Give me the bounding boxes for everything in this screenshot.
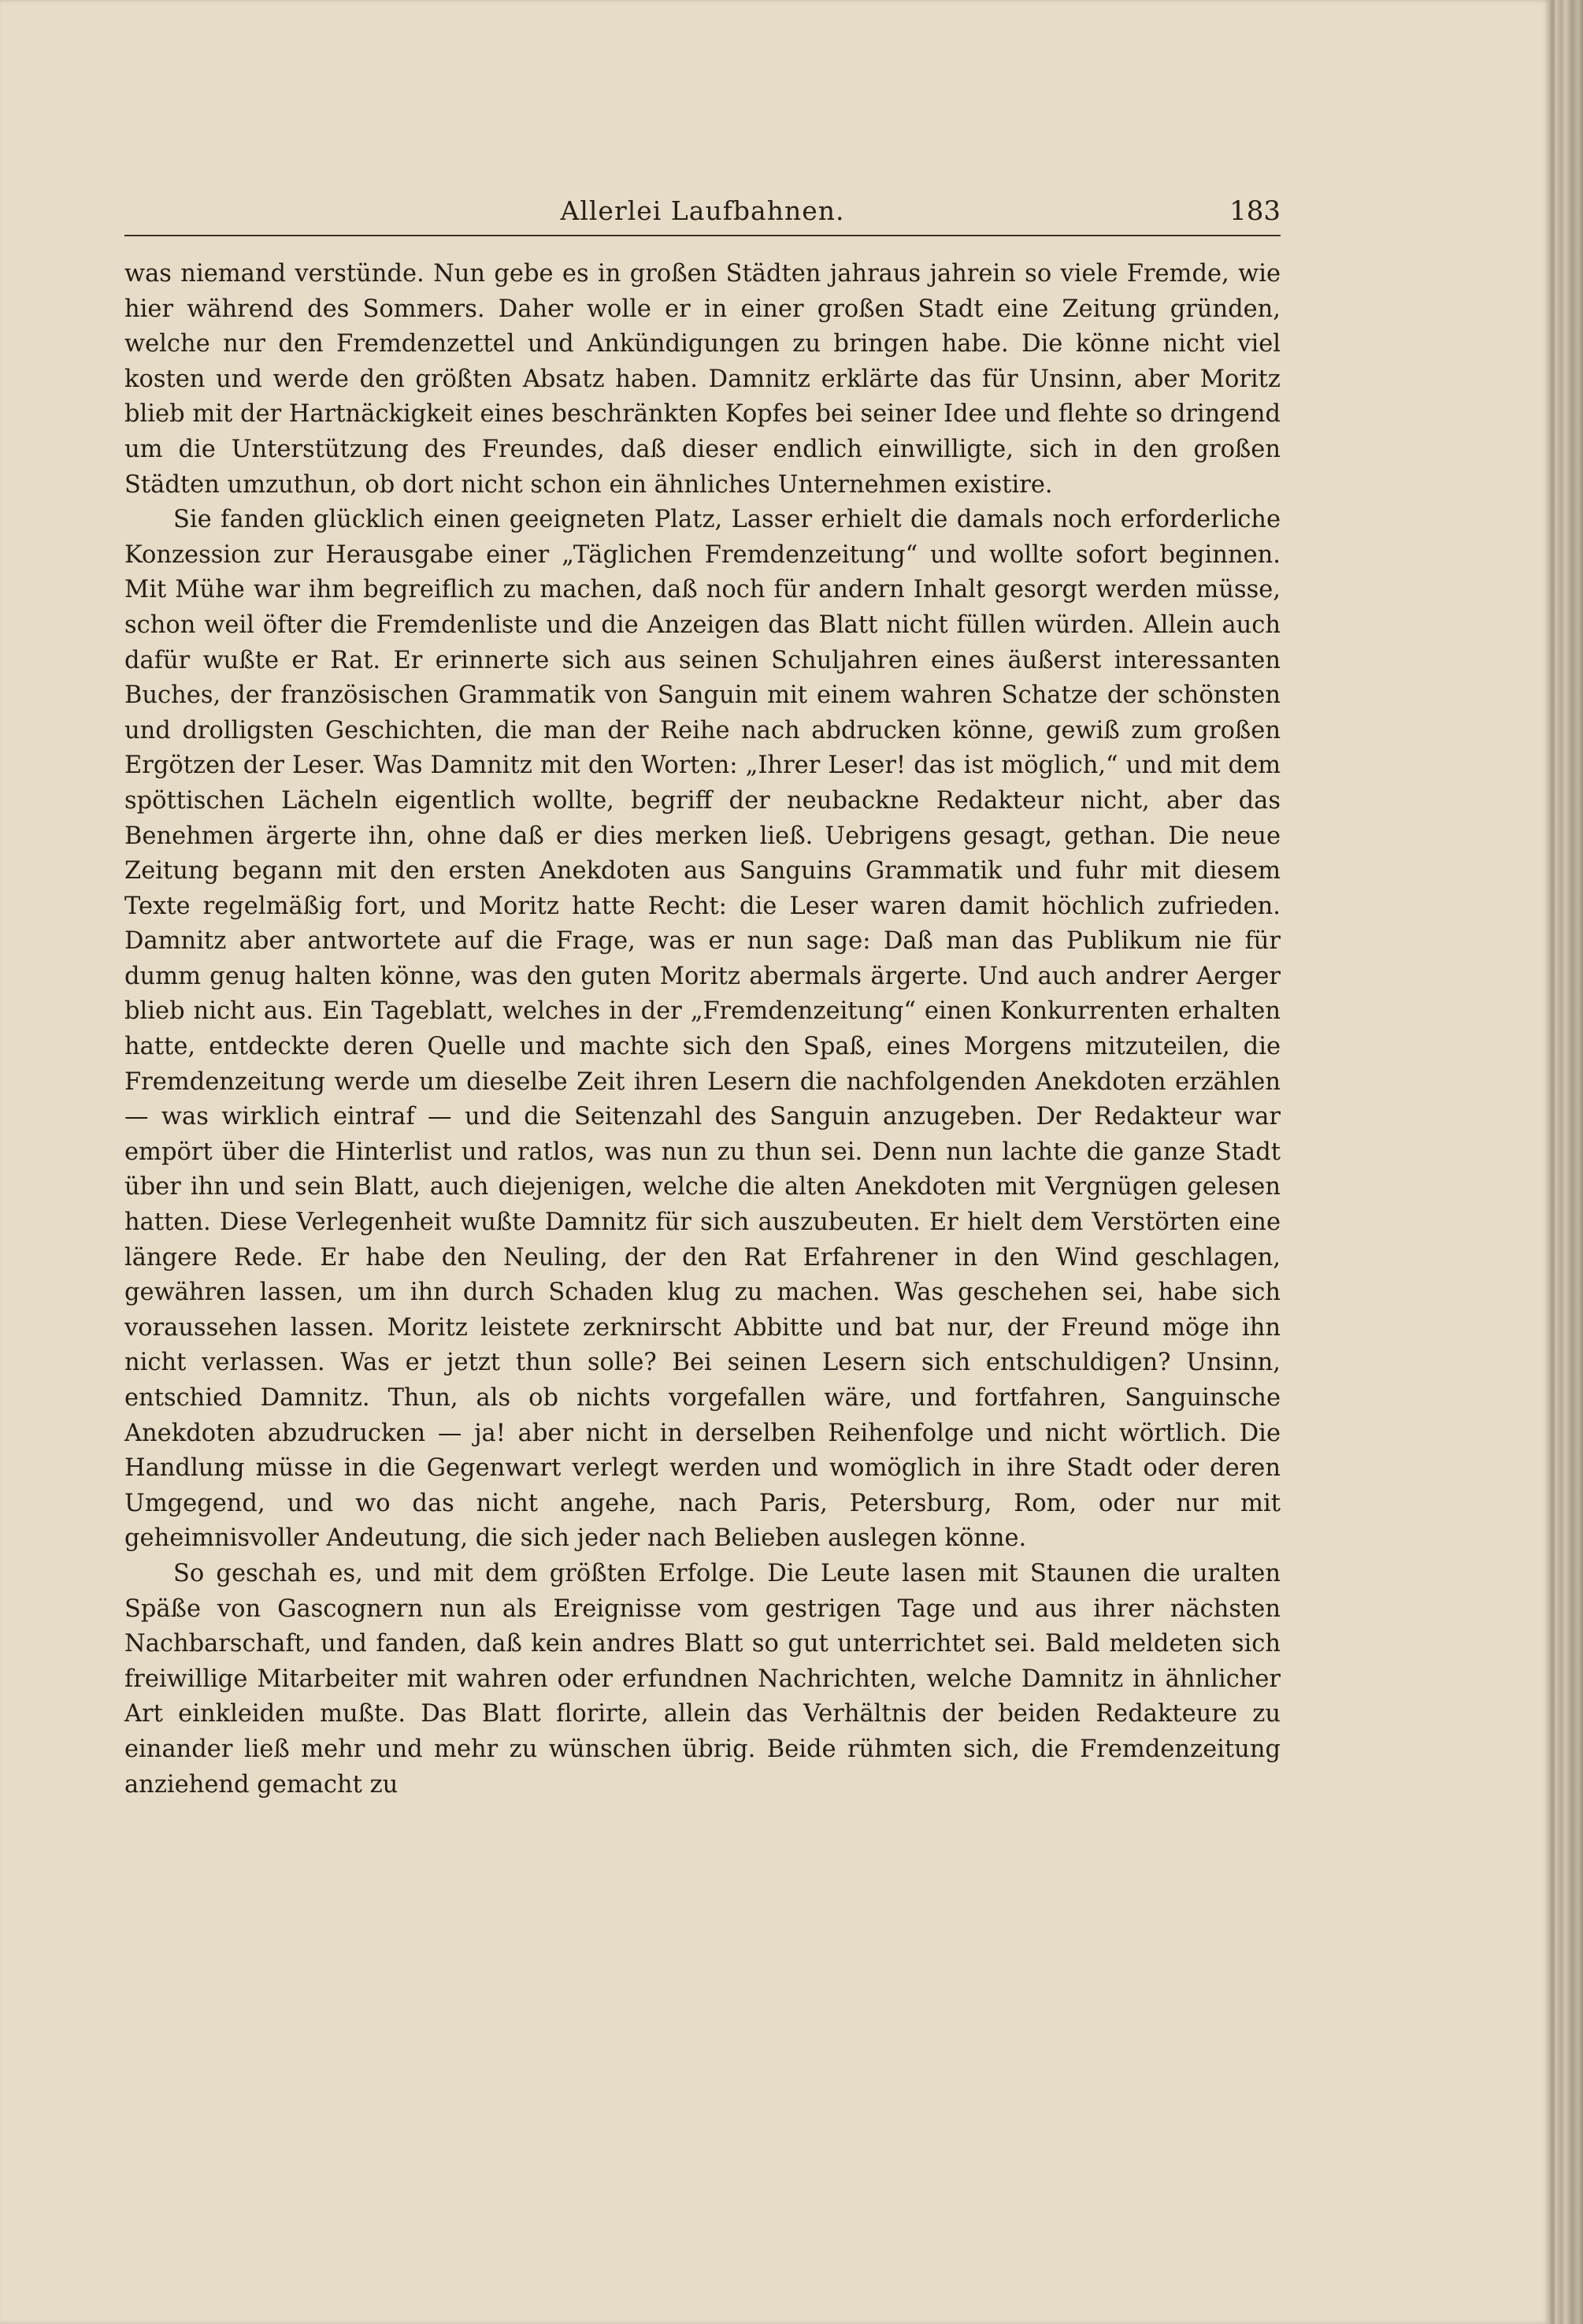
paragraph: Sie fanden glücklich einen geeigneten Platz, Lasser erhielt die damals noch erforderliche Konzession zur Herausgabe einer „Täglichen Fremdenzeitung“ und wollte sofort beginnen. Mit Mühe war ihm begreiflich zu machen, daß noch für andern Inhalt gesorgt werden müsse, schon weil öfter die Fremdenliste und die Anzeigen das Blatt nicht füllen würden. Allein auch dafür wußte er Rat. Er erinnerte sich aus seinen Schuljahren eines äußerst interessanten Buches, der französischen Grammatik von Sanguin mit einem wahren Schatze der schönsten und drolligsten Geschichten, die man der Reihe nach abdrucken könne, gewiß zum großen Ergötzen der Leser. Was Damnitz mit den Worten: „Ihrer Leser! das ist möglich,“ und mit dem spöttischen Lächeln eigentlich wollte, begriff der neubackne Redakteur nicht, aber das Benehmen ärgerte ihn, ohne daß er dies merken ließ. Uebrigens gesagt, gethan. Die neue Zeitung begann mit den ersten Anekdoten aus Sanguins Grammatik und fuhr mit diesem Texte regelmäßig fort, und Moritz hatte Recht: die Leser waren damit höchlich zufrieden. Damnitz aber antwortete auf die Frage, was er nun sage: Daß man das Publikum nie für dumm genug halten könne, was den guten Moritz abermals ärgerte. Und auch andrer Aerger blieb nicht aus. Ein Tageblatt, welches in der „Fremdenzeitung“ einen Konkurrenten erhalten hatte, entdeckte deren Quelle und machte sich den Spaß, eines Morgens mitzuteilen, die Fremdenzeitung werde um dieselbe Zeit ihren Lesern die nachfolgenden Anekdoten erzählen — was wirklich eintraf — und die Seitenzahl des Sanguin anzugeben. Der Redakteur war empört über die Hinterlist und ratlos, was nun zu thun sei. Denn nun lachte die ganze Stadt über ihn und sein Blatt, auch diejenigen, welche die alten Anekdoten mit Vergnügen gelesen hatten. Diese Verlegenheit wußte Damnitz für sich auszubeuten. Er hielt dem Verstörten eine längere Rede. Er habe den Neuling, der den Rat Erfahrener in den Wind geschlagen, gewähren lassen, um ihn durch Schaden klug zu machen. Was geschehen sei, habe sich voraussehen lassen. Moritz leistete zerknirscht Abbitte und bat nur, der Freund möge ihn nicht verlassen. Was er jetzt thun solle? Bei seinen Lesern sich entschuldigen? Unsinn, entschied Damnitz. Thun, als ob nichts vorgefallen wäre, und fortfahren, Sanguinsche Anekdoten abzudrucken — ja! aber nicht in derselben Reihenfolge und nicht wörtlich. Die Handlung müsse in die Gegenwart verlegt werden und womöglich in ihre Stadt oder deren Umgegend, und wo das nicht angehe, nach Paris, Petersburg, Rom, oder nur mit geheimnisvoller Andeutung, die sich jeder nach Belieben auslegen könne. — [124, 506, 1281, 1553]
page-header — [124, 186, 1281, 233]
header-rule — [124, 235, 1281, 236]
page-number: 183 — [1229, 195, 1281, 227]
page-stack-edge — [1550, 0, 1583, 2324]
paragraph-continued: was niemand verstünde. Nun gebe es in großen Städten jahraus jahrein so viele Fremde, wie hier während des Sommers. Daher wolle er in einer großen Stadt eine Zeitung gründen, welche nur den Fremdenzettel und Ankündigungen zu bringen habe. Die könne nicht viel kosten und werde den größten Absatz haben. Damnitz erklärte das für Unsinn, aber Moritz blieb mit der Hartnäckigkeit eines beschränkten Kopfes bei seiner Idee und flehte so dringend um die Unterstützung des Freundes, daß dieser endlich einwilligte, sich in den großen Städten umzuthun, ob dort nicht schon ein ähnliches Unternehmen existire. — [124, 260, 1281, 499]
body-text — [124, 257, 1281, 1802]
paragraph: So geschah es, und mit dem größten Erfolge. Die Leute lasen mit Staunen die uralten Späße von Gascognern nun als Ereignisse vom gestrigen Tage und aus ihrer nächsten Nachbarschaft, und fanden, daß kein andres Blatt so gut unterrichtet sei. Bald meldeten sich freiwillige Mitarbeiter mit wahren oder erfundnen Nachrichten, welche Damnitz in ähnlicher Art einkleiden mußte. Das Blatt florirte, allein das Verhältnis der beiden Redakteure zu einander ließ mehr und mehr zu wünschen übrig. Beide rühmten sich, die Fremdenzeitung anziehend gemacht zu — [124, 1559, 1281, 1799]
running-title: Allerlei Laufbahnen. — [560, 195, 845, 226]
